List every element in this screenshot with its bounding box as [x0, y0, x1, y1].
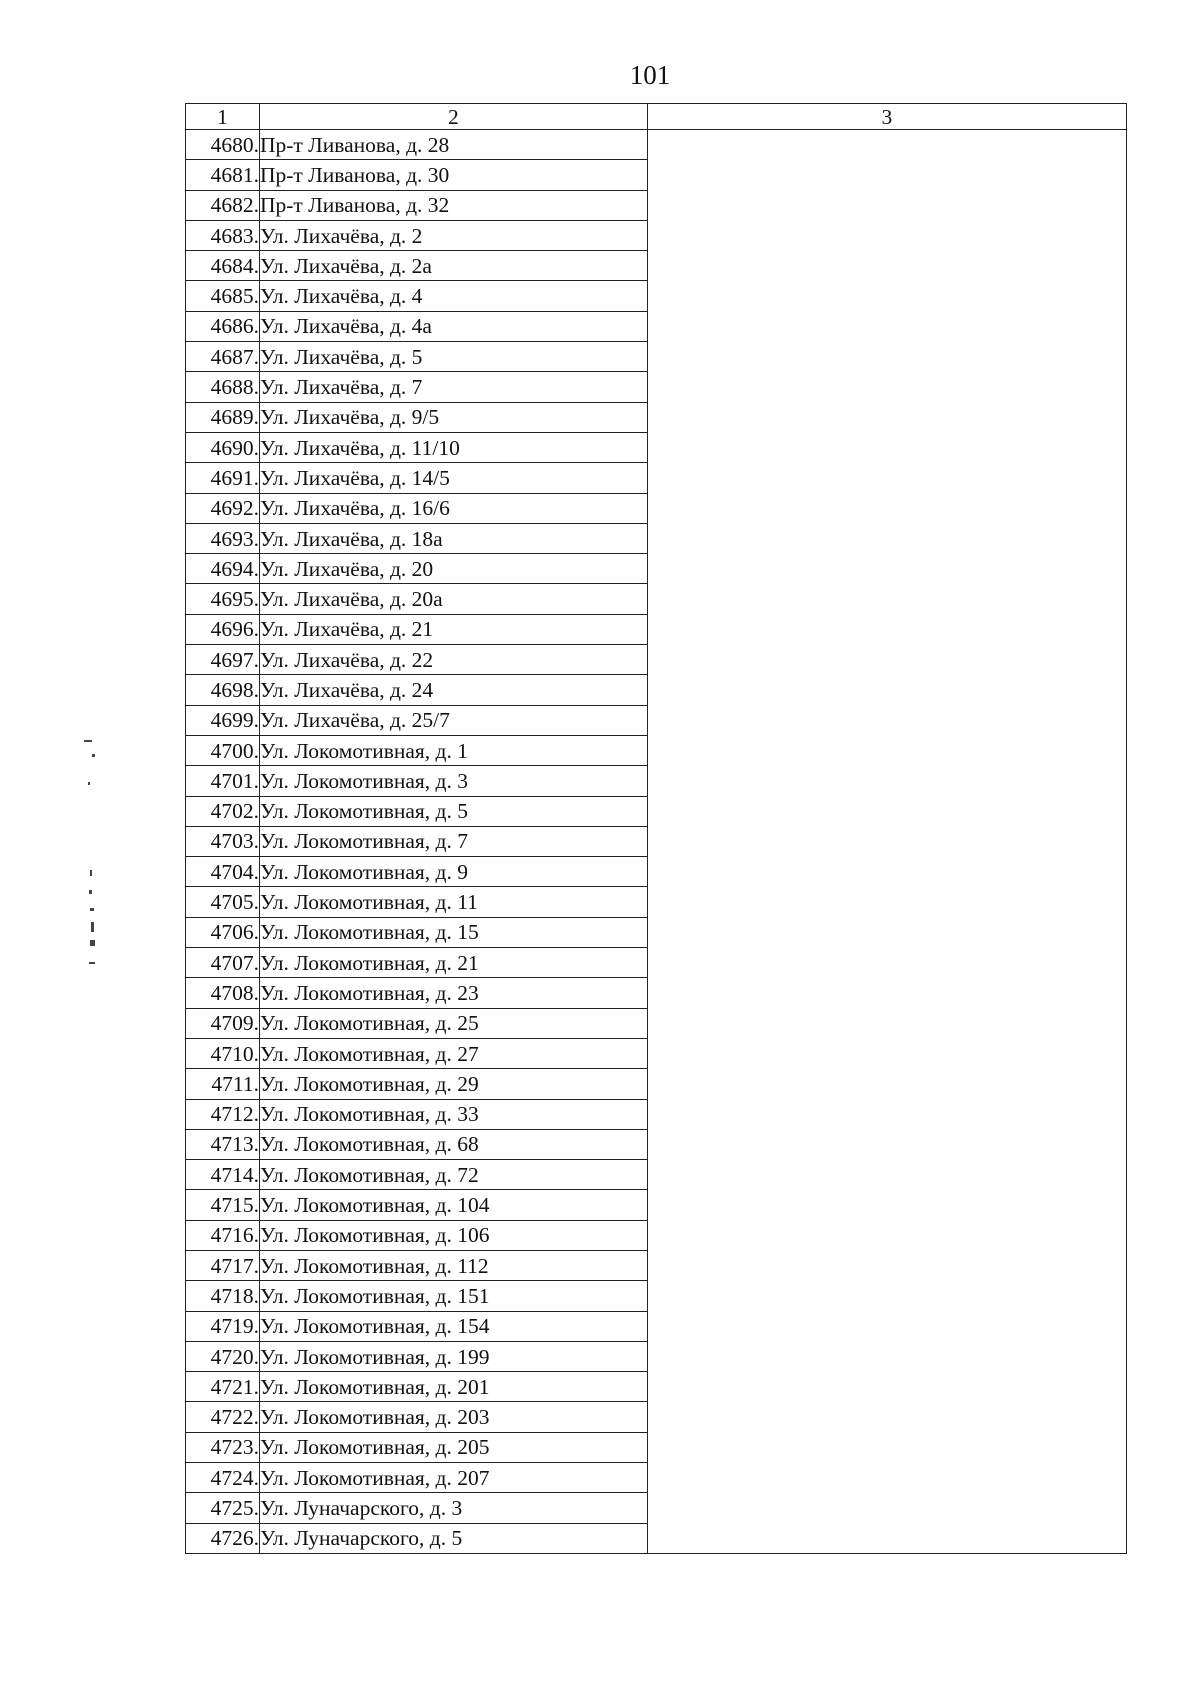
row-number: 4682.: [186, 190, 260, 220]
row-address: Ул. Локомотивная, д. 3: [259, 766, 647, 796]
row-address: Ул. Лихачёва, д. 21: [259, 614, 647, 644]
row-address: Ул. Локомотивная, д. 33: [259, 1099, 647, 1129]
row-number: 4715.: [186, 1190, 260, 1220]
row-address: Ул. Лихачёва, д. 25/7: [259, 705, 647, 735]
row-number: 4726.: [186, 1523, 260, 1553]
row-address: Ул. Локомотивная, д. 106: [259, 1220, 647, 1250]
row-number: 4718.: [186, 1281, 260, 1311]
row-number: 4712.: [186, 1099, 260, 1129]
row-address: Ул. Лихачёва, д. 11/10: [259, 432, 647, 462]
row-address: Ул. Локомотивная, д. 11: [259, 887, 647, 917]
col-3-empty-cell: [647, 130, 1126, 1554]
row-number: 4690.: [186, 432, 260, 462]
row-address: Ул. Локомотивная, д. 9: [259, 857, 647, 887]
header-col-2: 2: [259, 104, 647, 130]
row-number: 4722.: [186, 1402, 260, 1432]
row-number: 4688.: [186, 372, 260, 402]
row-number: 4680.: [186, 130, 260, 160]
row-address: Ул. Локомотивная, д. 112: [259, 1250, 647, 1280]
row-address: Ул. Локомотивная, д. 1: [259, 735, 647, 765]
table-body: [186, 130, 1127, 1554]
row-address: Ул. Локомотивная, д. 21: [259, 948, 647, 978]
row-number: 4711.: [186, 1069, 260, 1099]
row-number: 4701.: [186, 766, 260, 796]
row-address: Ул. Локомотивная, д. 104: [259, 1190, 647, 1220]
table-header-row: [186, 104, 1127, 130]
row-address: Пр-т Ливанова, д. 28: [259, 130, 647, 160]
row-number: 4707.: [186, 948, 260, 978]
row-address: Ул. Локомотивная, д. 201: [259, 1372, 647, 1402]
row-address: Ул. Лихачёва, д. 20: [259, 554, 647, 584]
address-table: [185, 103, 1127, 1554]
row-address: Ул. Локомотивная, д. 207: [259, 1463, 647, 1493]
row-number: 4681.: [186, 160, 260, 190]
row-number: 4716.: [186, 1220, 260, 1250]
row-number: 4696.: [186, 614, 260, 644]
row-address: Ул. Локомотивная, д. 7: [259, 826, 647, 856]
row-number: 4704.: [186, 857, 260, 887]
row-number: 4697.: [186, 645, 260, 675]
row-address: Ул. Локомотивная, д. 151: [259, 1281, 647, 1311]
row-address: Ул. Лихачёва, д. 16/6: [259, 493, 647, 523]
row-number: 4692.: [186, 493, 260, 523]
row-number: 4686.: [186, 311, 260, 341]
row-address: Ул. Лихачёва, д. 24: [259, 675, 647, 705]
header-col-1: 1: [186, 104, 260, 130]
row-address: Ул. Луначарского, д. 3: [259, 1493, 647, 1523]
row-number: 4708.: [186, 978, 260, 1008]
row-address: Пр-т Ливанова, д. 30: [259, 160, 647, 190]
row-address: Ул. Лихачёва, д. 14/5: [259, 463, 647, 493]
row-address: Ул. Лихачёва, д. 18а: [259, 523, 647, 553]
row-address: Ул. Локомотивная, д. 68: [259, 1129, 647, 1159]
row-number: 4703.: [186, 826, 260, 856]
row-address: Ул. Локомотивная, д. 72: [259, 1160, 647, 1190]
row-number: 4699.: [186, 705, 260, 735]
row-number: 4719.: [186, 1311, 260, 1341]
row-address: Ул. Лихачёва, д. 22: [259, 645, 647, 675]
row-number: 4698.: [186, 675, 260, 705]
row-address: Ул. Локомотивная, д. 27: [259, 1038, 647, 1068]
row-number: 4705.: [186, 887, 260, 917]
row-address: Ул. Лихачёва, д. 4а: [259, 311, 647, 341]
row-number: 4720.: [186, 1341, 260, 1371]
row-number: 4691.: [186, 463, 260, 493]
row-address: Ул. Лихачёва, д. 4: [259, 281, 647, 311]
row-address: Ул. Лихачёва, д. 20а: [259, 584, 647, 614]
row-number: 4709.: [186, 1008, 260, 1038]
row-number: 4700.: [186, 735, 260, 765]
row-number: 4723.: [186, 1432, 260, 1462]
row-number: 4725.: [186, 1493, 260, 1523]
row-number: 4687.: [186, 342, 260, 372]
row-number: 4695.: [186, 584, 260, 614]
row-address: Ул. Лихачёва, д. 2а: [259, 251, 647, 281]
row-number: 4724.: [186, 1463, 260, 1493]
row-number: 4721.: [186, 1372, 260, 1402]
table-row: [186, 130, 1127, 160]
row-address: Ул. Лихачёва, д. 9/5: [259, 402, 647, 432]
row-address: Ул. Локомотивная, д. 205: [259, 1432, 647, 1462]
row-number: 4685.: [186, 281, 260, 311]
header-col-3: 3: [647, 104, 1126, 130]
row-number: 4702.: [186, 796, 260, 826]
row-number: 4710.: [186, 1038, 260, 1068]
row-address: Ул. Локомотивная, д. 15: [259, 917, 647, 947]
row-number: 4714.: [186, 1160, 260, 1190]
row-number: 4689.: [186, 402, 260, 432]
row-number: 4713.: [186, 1129, 260, 1159]
row-address: Пр-т Ливанова, д. 32: [259, 190, 647, 220]
row-number: 4694.: [186, 554, 260, 584]
row-address: Ул. Локомотивная, д. 154: [259, 1311, 647, 1341]
row-address: Ул. Локомотивная, д. 29: [259, 1069, 647, 1099]
row-address: Ул. Локомотивная, д. 203: [259, 1402, 647, 1432]
row-address: Ул. Лихачёва, д. 7: [259, 372, 647, 402]
row-address: Ул. Локомотивная, д. 23: [259, 978, 647, 1008]
row-number: 4693.: [186, 523, 260, 553]
row-address: Ул. Локомотивная, д. 25: [259, 1008, 647, 1038]
margin-scan-marks: [84, 740, 104, 970]
row-address: Ул. Луначарского, д. 5: [259, 1523, 647, 1553]
row-number: 4717.: [186, 1250, 260, 1280]
row-number: 4683.: [186, 220, 260, 250]
row-address: Ул. Локомотивная, д. 199: [259, 1341, 647, 1371]
row-address: Ул. Лихачёва, д. 5: [259, 342, 647, 372]
row-number: 4706.: [186, 917, 260, 947]
row-number: 4684.: [186, 251, 260, 281]
row-address: Ул. Лихачёва, д. 2: [259, 220, 647, 250]
row-address: Ул. Локомотивная, д. 5: [259, 796, 647, 826]
page-number: 101: [629, 60, 671, 90]
